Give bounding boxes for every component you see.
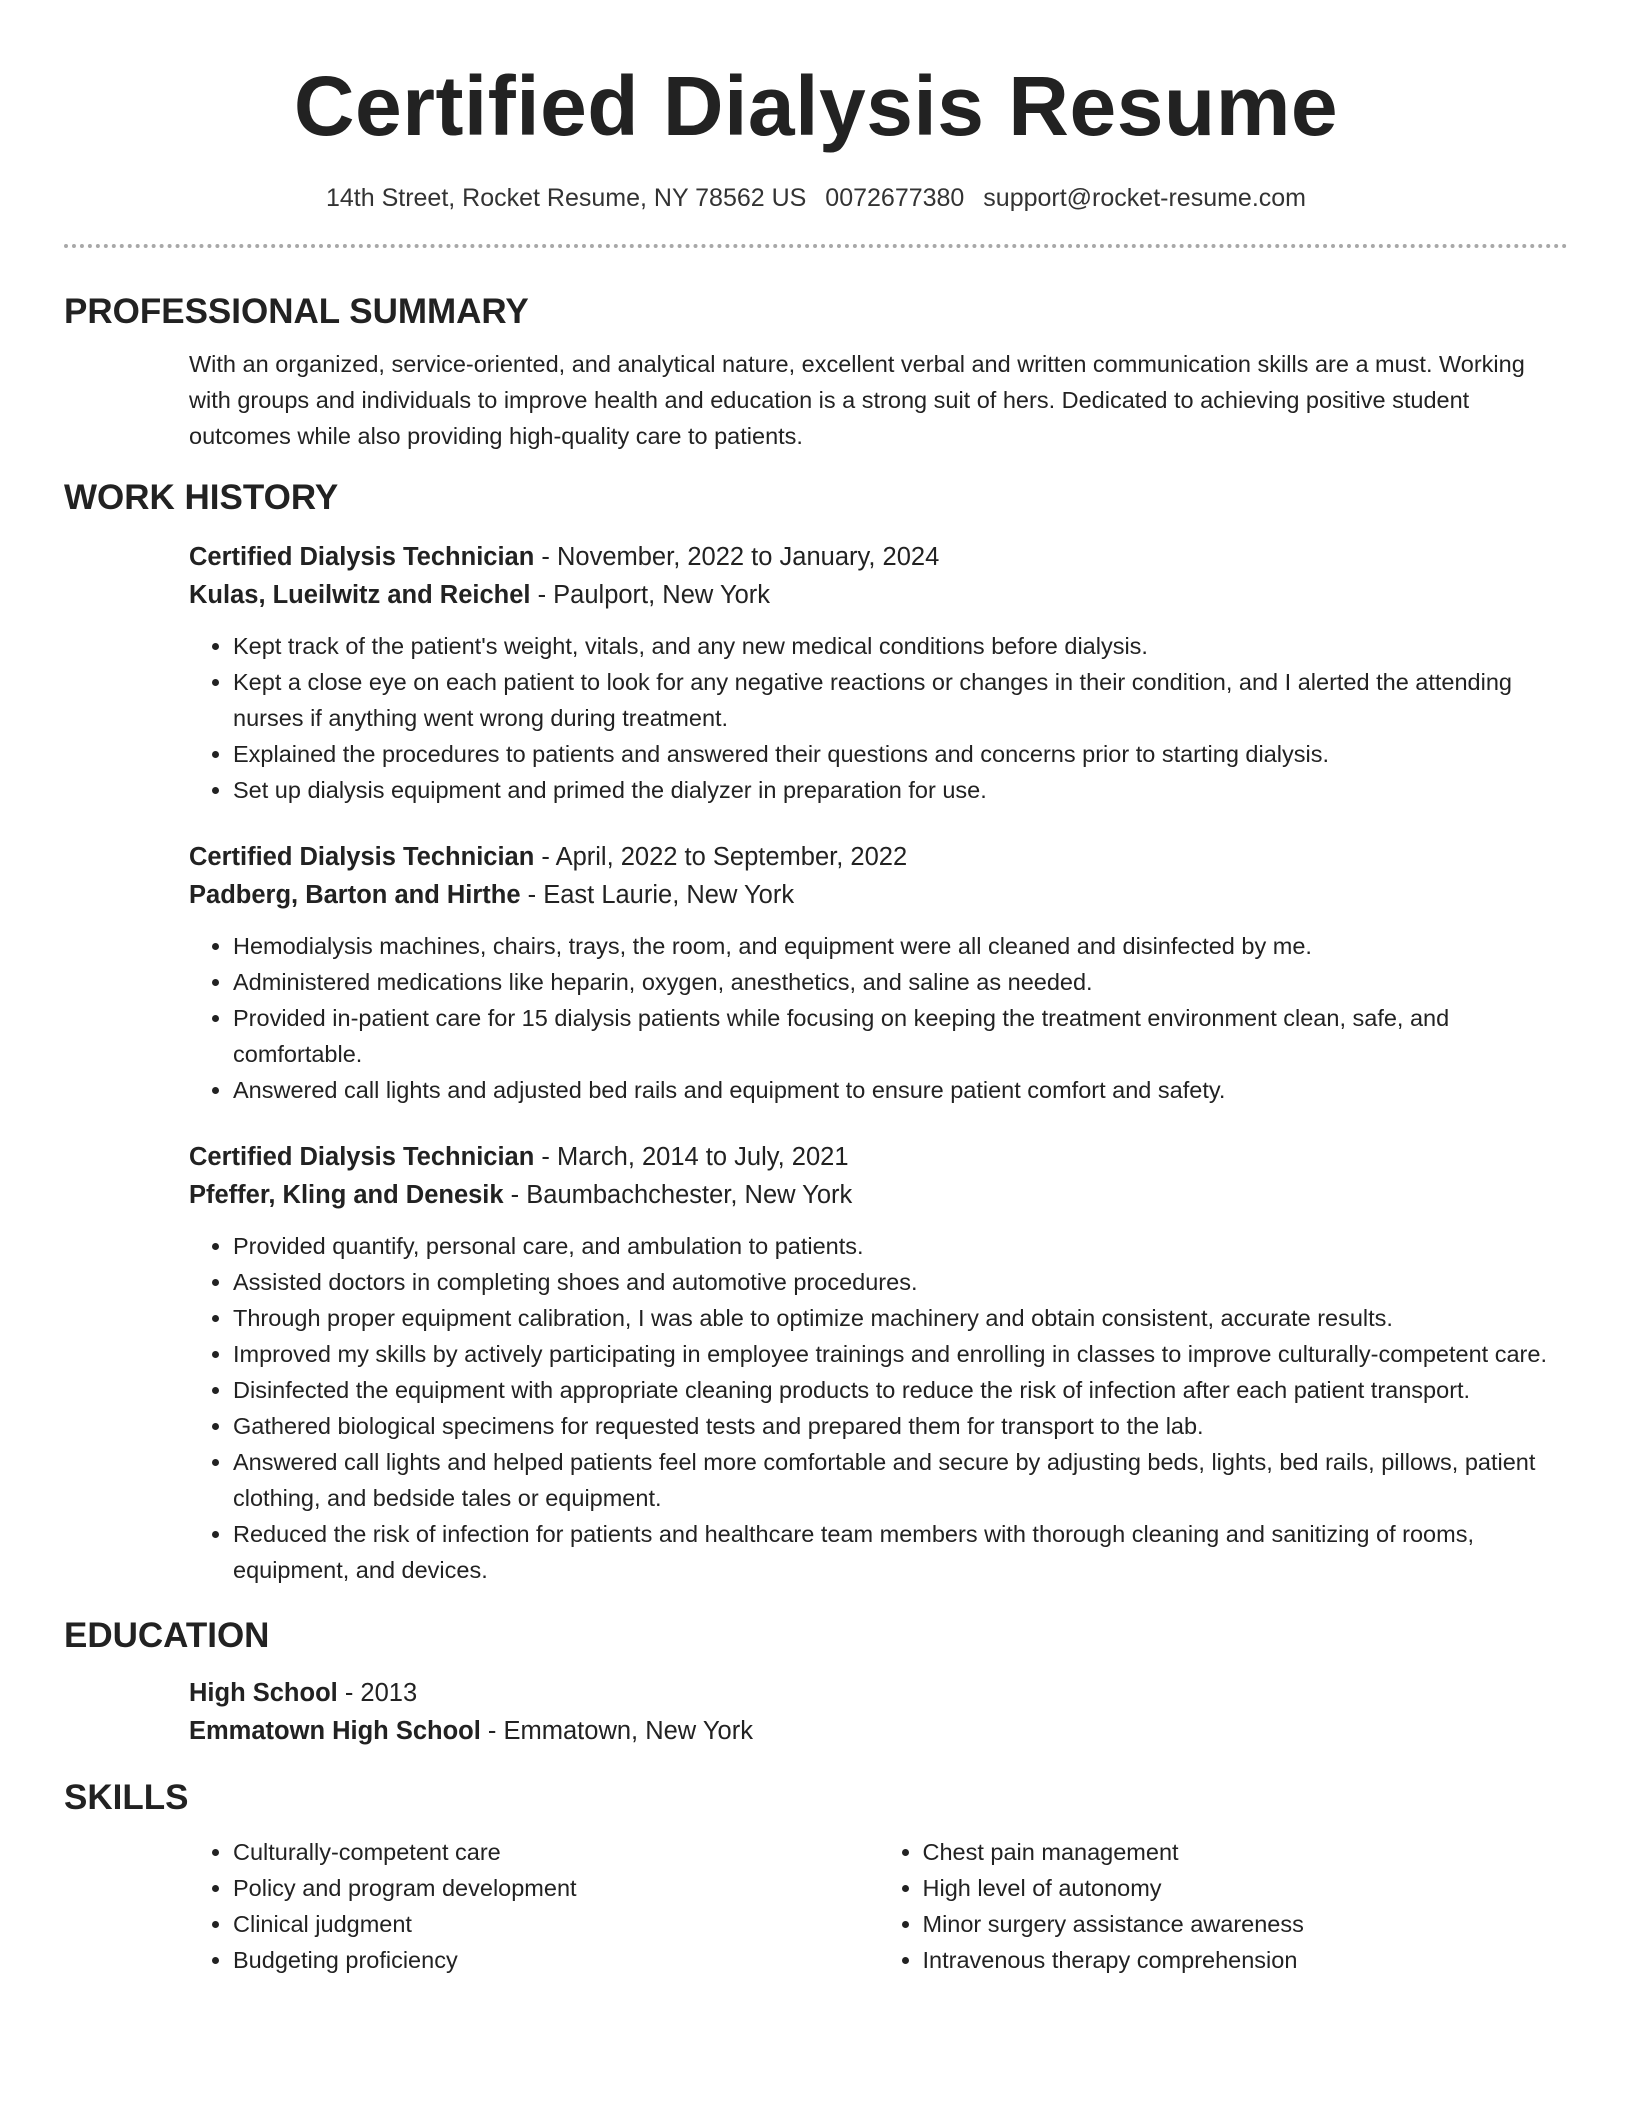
job-bullet: • Answered call lights and helped patients feel more comfortable and secure by adjusting beds, lights, bed rails, pillows, patient clothing, and bedside tales or equipment.	[233, 1444, 1568, 1516]
job-bullet: • Kept track of the patient's weight, vitals, and any new medical conditions before dialysis.	[233, 628, 1568, 664]
job-bullet: • Disinfected the equipment with appropriate cleaning products to reduce the risk of infection after each patient transport.	[233, 1372, 1568, 1408]
job-bullets	[189, 628, 1568, 808]
skills-column-right	[879, 1834, 1569, 1978]
education-school-line	[189, 1712, 1568, 1750]
job-bullet: • Provided in-patient care for 15 dialysis patients while focusing on keeping the treatment environment clean, safe, and comfortable.	[233, 1000, 1568, 1072]
skill-item: • Culturally-competent care	[233, 1834, 879, 1870]
job-bullet: • Kept a close eye on each patient to look for any negative reactions or changes in their condition, and I alerted the attending nurses if anything went wrong during treatment.	[233, 664, 1568, 736]
education-school: Emmatown High School	[189, 1717, 481, 1745]
contact-phone: 0072677380	[825, 184, 965, 212]
job-dates: - March, 2014 to July, 2021	[534, 1143, 849, 1171]
education-entry	[189, 1674, 1568, 1750]
contact-address: 14th Street, Rocket Resume, NY 78562 US	[325, 184, 807, 212]
job-bullets	[189, 1228, 1568, 1588]
job-company: Pfeffer, Kling and Denesik	[189, 1181, 504, 1209]
job-bullet: • Answered call lights and adjusted bed rails and equipment to ensure patient comfort and safety.	[233, 1072, 1568, 1108]
job-role: Certified Dialysis Technician	[189, 543, 535, 571]
job-dates: - April, 2022 to September, 2022	[534, 843, 908, 871]
header-divider	[64, 244, 1568, 248]
work-section	[0, 476, 1632, 1588]
skill-item: • High level of autonomy	[923, 1870, 1569, 1906]
skill-item: • Clinical judgment	[233, 1906, 879, 1942]
education-title: EDUCATION	[64, 1616, 270, 1655]
job-location: - East Laurie, New York	[520, 881, 795, 909]
summary-section	[0, 290, 1632, 454]
job-bullet: • Improved my skills by actively participating in employee trainings and enrolling in classes to improve culturally-competent care.	[233, 1336, 1568, 1372]
job-role-line	[189, 538, 1568, 576]
skills-grid	[189, 1834, 1568, 1978]
job-entry	[189, 1138, 1568, 1588]
job-bullet: • Administered medications like heparin, oxygen, anesthetics, and saline as needed.	[233, 964, 1568, 1000]
skills-column-left	[189, 1834, 879, 1978]
summary-text: With an organized, service-oriented, and analytical nature, excellent verbal and written communication skills are a must. Working with groups and individuals to improve health and education is a strong suit of hers. Dedicated to achieving positive student outcomes while also providing high-quality care to patients.	[189, 351, 1525, 449]
job-bullet: • Reduced the risk of infection for patients and healthcare team members with thorough cleaning and sanitizing of rooms, equipment, and devices.	[233, 1516, 1568, 1588]
job-dates: - November, 2022 to January, 2024	[534, 543, 940, 571]
skills-section	[0, 1776, 1632, 1978]
contact-line	[0, 182, 1632, 214]
job-company-line	[189, 876, 1568, 914]
education-degree: High School	[189, 1679, 338, 1707]
summary-title: PROFESSIONAL SUMMARY	[64, 292, 529, 331]
job-company-line	[189, 1176, 1568, 1214]
job-bullet: • Provided quantify, personal care, and ambulation to patients.	[233, 1228, 1568, 1264]
job-role: Certified Dialysis Technician	[189, 843, 535, 871]
skill-item: • Chest pain management	[923, 1834, 1569, 1870]
job-role-line	[189, 1138, 1568, 1176]
job-bullet: • Hemodialysis machines, chairs, trays, the room, and equipment were all cleaned and disinfected by me.	[233, 928, 1568, 964]
resume-name: Certified Dialysis Resume	[293, 59, 1339, 153]
education-year: - 2013	[337, 1679, 418, 1707]
skill-item: • Intravenous therapy comprehension	[923, 1942, 1569, 1978]
education-section	[0, 1614, 1632, 1750]
job-company: Padberg, Barton and Hirthe	[189, 881, 521, 909]
job-bullet: • Explained the procedures to patients and answered their questions and concerns prior to starting dialysis.	[233, 736, 1568, 772]
skill-item: • Budgeting proficiency	[233, 1942, 879, 1978]
skill-item: • Minor surgery assistance awareness	[923, 1906, 1569, 1942]
job-company: Kulas, Lueilwitz and Reichel	[189, 581, 531, 609]
job-entry	[189, 838, 1568, 1108]
job-role-line	[189, 838, 1568, 876]
education-degree-line	[189, 1674, 1568, 1712]
job-bullets	[189, 928, 1568, 1108]
job-bullet: • Set up dialysis equipment and primed the dialyzer in preparation for use.	[233, 772, 1568, 808]
work-title: WORK HISTORY	[64, 478, 339, 517]
contact-email: support@rocket-resume.com	[983, 184, 1307, 212]
skills-title: SKILLS	[64, 1778, 189, 1817]
job-bullet: • Gathered biological specimens for requested tests and prepared them for transport to the lab.	[233, 1408, 1568, 1444]
job-bullet: • Assisted doctors in completing shoes and automotive procedures.	[233, 1264, 1568, 1300]
job-location: - Baumbachchester, New York	[503, 1181, 853, 1209]
job-company-line	[189, 576, 1568, 614]
job-entry	[189, 538, 1568, 808]
job-bullet: • Through proper equipment calibration, I was able to optimize machinery and obtain consistent, accurate results.	[233, 1300, 1568, 1336]
education-location: - Emmatown, New York	[480, 1717, 753, 1745]
job-role: Certified Dialysis Technician	[189, 1143, 535, 1171]
job-location: - Paulport, New York	[530, 581, 771, 609]
skill-item: • Policy and program development	[233, 1870, 879, 1906]
